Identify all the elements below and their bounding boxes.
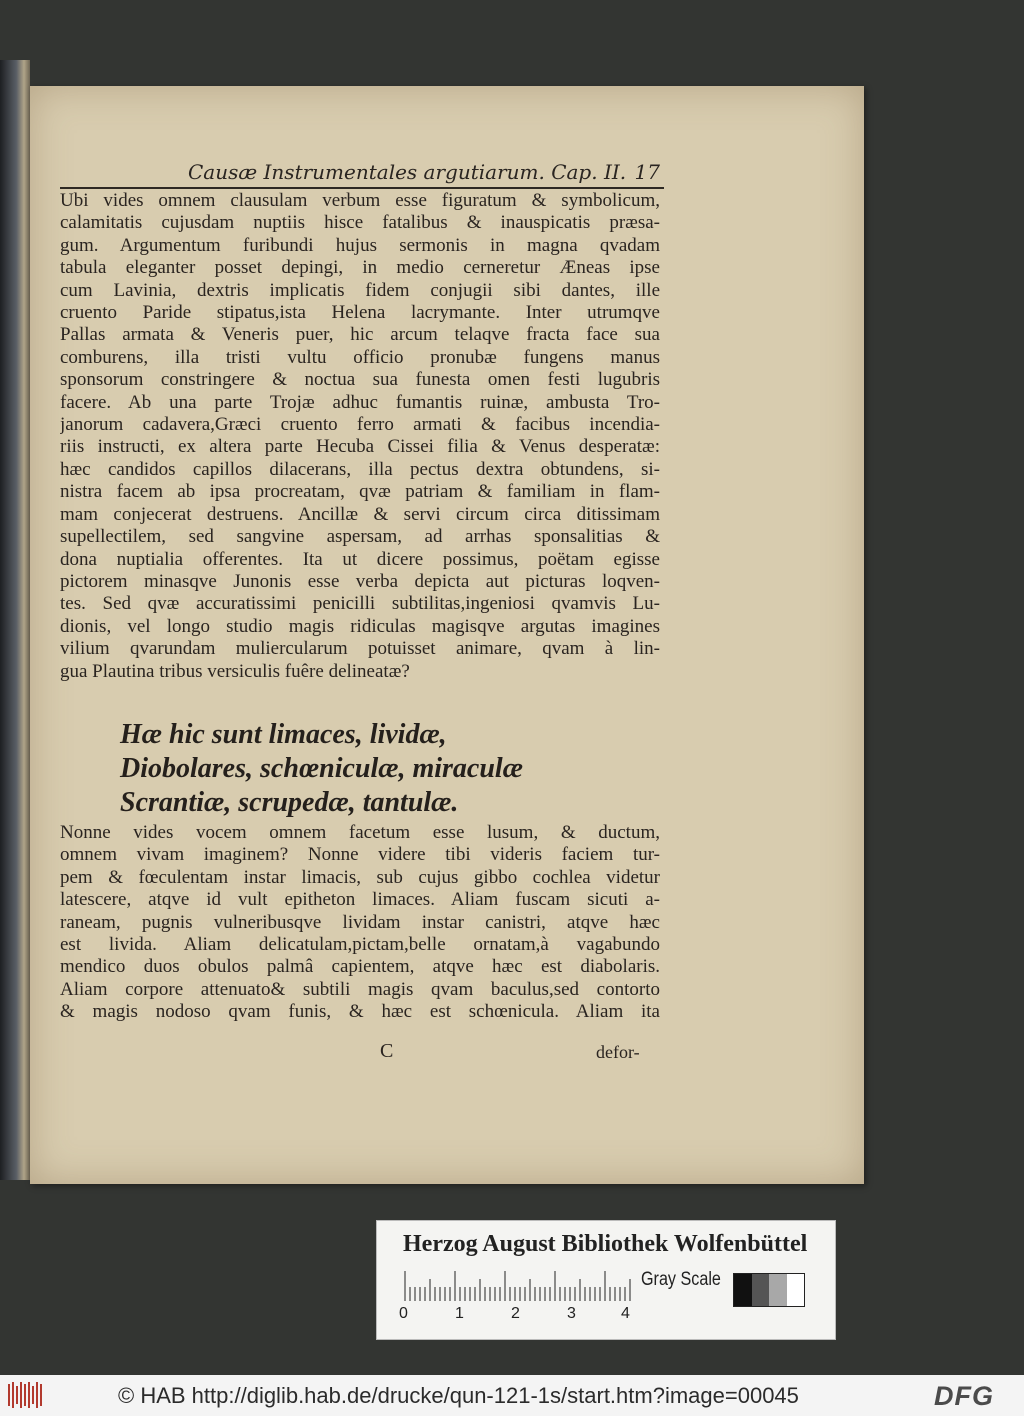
color-calibration-card [376,1220,836,1340]
text-line: sponsorum constringere & noctua sua funesta omen festi lugubris [60,369,660,391]
dfg-logo: DFG [934,1381,994,1411]
ruler-number: 4 [621,1305,630,1322]
book-spine [0,60,30,1180]
text-line: nistra facem ab ipsa procreatam, qvæ patriam & familiam in flam- [60,481,660,503]
text-line: & magis nodoso qvam funis, & hæc est schœnicula. Aliam ita [60,1001,660,1023]
text-line: janorum cadavera,Græci cruento ferro armati & facibus incendia- [60,414,660,436]
text-line: vilium qvarundam muliercularum potuisset animare, qvam à lin- [60,638,660,660]
text-line: est livida. Aliam delicatulam,pictam,belle ornatam,à vagabundo [60,934,660,956]
text-line: tes. Sed qvæ accuratissimi penicilli subtilitas,ingeniosi qvamvis Lu- [60,593,660,615]
gray-swatch [734,1274,752,1306]
text-line: Aliam corpore attenuato& subtili magis qvam baculus,sed contorto [60,978,660,1000]
text-line: mam conjecerat destruens. Ancillæ & servi circum circa ditissimam [60,503,660,525]
text-line: Pallas armata & Veneris puer, hic arcum telaqve fracta face sua [60,324,660,346]
text-line: dona nuptialia offerentes. Ita ut dicere possimus, poëtam egisse [60,548,660,570]
text-line: cruento Paride stipatus,ista Helena lacrymante. Inter utrumqve [60,302,660,324]
page-number: 17 [634,160,660,184]
ruler-scale [403,1269,631,1303]
running-head [58,160,660,190]
text-line: cum Lavinia, dextris implicatis fidem conjugii sibi dantes, ille [60,279,660,301]
text-line: facere. Ab una parte Trojæ adhuc fumantis ruinæ, ambusta Tro- [60,391,660,413]
text-line: calamitatis cujusdam nuptiis hisce fatalibus & inauspicatis præsa- [60,212,660,234]
text-line: hæc candidos capillos dilacerans, illa pectus dextra obtundens, si- [60,458,660,480]
verse-line: Hæ hic sunt limaces, lividæ, [120,719,447,750]
ruler-number: 0 [399,1305,408,1322]
text-line: mendico duos obulos palmâ capientem, atqve hæc est diabolaris. [60,956,660,978]
text-line: pictorem minasqve Junonis esse verba depicta aut picturas loqven- [60,570,660,592]
signature-mark: C [380,1040,394,1062]
ruler-number: 3 [567,1305,576,1322]
text-line: Ubi vides omnem clausulam verbum esse figuratum & symbolicum, [60,190,660,211]
text-line: Nonne vides vocem omnem facetum esse lusum, & ductum, [60,822,660,843]
text-line: raneam, pugnis vulneribusqve lividam instar canistri, atqve hæc [60,911,660,933]
paragraph-1 [60,190,660,683]
text-line: omnem vivam imaginem? Nonne videre tibi videris faciem tur- [60,844,660,866]
text-line: pem & fœculentam instar limacis, sub cujus gibbo cochlea videtur [60,866,660,888]
verse-line: Scrantiæ, scrupedæ, tantulæ. [120,787,459,818]
gray-swatch [769,1274,787,1306]
text-line: comburens, illa tristi vultu officio pronubæ fungens manus [60,346,660,368]
footer-bar [0,1375,1024,1416]
ruler-number: 2 [511,1305,520,1322]
card-title: Herzog August Bibliothek Wolfenbüttel [403,1231,808,1257]
paragraph-2 [60,822,660,1024]
text-line: tabula eleganter posset depingi, in medio cerneretur Æneas ipse [60,257,660,279]
verse-line: Diobolares, schœniculæ, miraculæ [120,753,523,784]
text-line: riis instructi, ex altera parte Hecuba Cissei filia & Venus desperatæ: [60,436,660,458]
text-line: supellectilem, sed sangvine aspersam, ad arrhas sponsalitias & [60,526,660,548]
gray-scale-bar [733,1273,805,1307]
ruler-number: 1 [455,1305,464,1322]
gray-swatch [752,1274,770,1306]
text-line: gum. Argumentum furibundi hujus sermonis in magna qvadam [60,234,660,256]
gray-scale-label: Gray Scale [641,1269,721,1290]
text-line: dionis, vel longo studio magis ridiculas magisqve argutas imagines [60,615,660,637]
text-line: latescere, atqve id vult epitheton limaces. Aliam fuscam sicuti a- [60,889,660,911]
verse-quotation [120,718,620,820]
head-rule [60,187,664,189]
running-head-title: Causæ Instrumentales argutiarum. Cap. II. [188,160,627,184]
copyright-url[interactable]: © HAB http://diglib.hab.de/drucke/qun-121-1s/start.htm?image=00045 [118,1383,799,1408]
text-line: gua Plautina tribus versiculis fuêre delineatæ? [60,660,410,682]
gray-swatch [787,1274,805,1306]
catchword: defor- [596,1042,640,1062]
barcode-logo-icon [8,1382,42,1408]
